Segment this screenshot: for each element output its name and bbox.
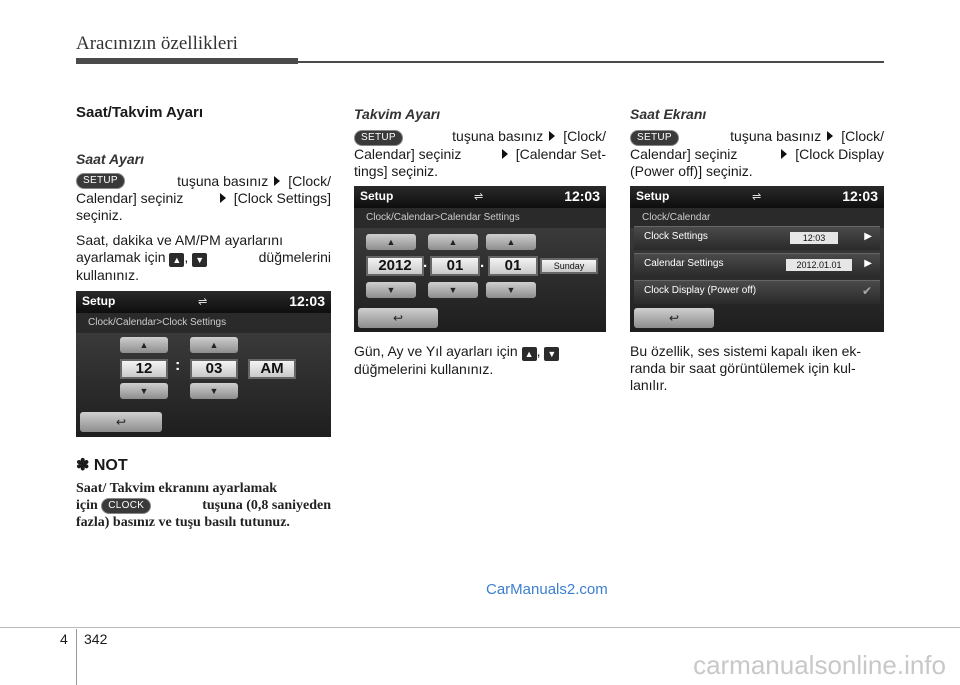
month-up-button[interactable]: ▲ <box>428 234 478 250</box>
note-heading: ✽ NOT <box>76 457 128 474</box>
page-number: 342 <box>84 631 108 647</box>
month-down-button[interactable]: ▼ <box>428 282 478 298</box>
minute-down-button[interactable]: ▼ <box>190 383 238 399</box>
year-field[interactable]: 2012 <box>366 256 424 276</box>
minute-field[interactable]: 03 <box>190 359 238 379</box>
calendar-setting-instructions: SETUP tuşuna basınız [Clock/ Calendar] seçiniz [Calendar Set- tings] seçiniz. <box>354 128 606 179</box>
down-button-icon: ▼ <box>544 347 559 361</box>
checkmark-icon[interactable]: ✔ <box>861 284 872 298</box>
section-number: 4 <box>60 631 68 647</box>
clock-adjust-instructions: Saat, dakika ve AM/PM ayarlarını ayarlamak için ▲ , ▼ düğmelerini kullanınız. <box>76 232 331 283</box>
setup-key-badge: SETUP <box>354 130 403 146</box>
calendar-adjust-instructions: Gün, Ay ve Yıl ayarları için ▲ , ▼ düğmelerini kullanınız. <box>354 343 606 378</box>
month-field[interactable]: 01 <box>430 256 480 276</box>
header-accent-bar <box>76 58 298 64</box>
page-header-title: Aracınızın özellikleri <box>76 33 238 54</box>
clock-display-instructions: SETUP tuşuna basınız [Clock/ Calendar] seçiniz [Clock Display (Power off)] seçiniz. <box>630 128 884 179</box>
back-button[interactable]: ↩ <box>80 412 162 432</box>
clock-setting-instructions: SETUP tuşuna basınız [Clock/ Calendar] seçiniz [Clock Settings] seçiniz. <box>76 173 331 223</box>
calendar-setting-subheading: Takvim Ayarı <box>354 106 441 122</box>
clock-calendar-menu-screen <box>630 186 884 332</box>
day-down-button[interactable]: ▼ <box>486 282 536 298</box>
screen-title-bar: Setup ⇌ 12:03 <box>354 186 606 208</box>
clock-settings-screen: Setup ⇌ 12:03 Clock/Calendar>Clock Settings ▲ ▲ 12 : 03 AM ▼ ▼ ↩ <box>76 291 331 437</box>
arrow-right-icon <box>781 149 787 159</box>
year-up-button[interactable]: ▲ <box>366 234 416 250</box>
screen-title-bar: Setup ⇌ 12:03 <box>76 291 331 313</box>
chevron-right-icon: ▶ <box>864 231 872 242</box>
arrow-right-icon <box>502 149 508 159</box>
screen-breadcrumb: Clock/Calendar>Clock Settings <box>76 313 331 333</box>
screen-breadcrumb: Clock/Calendar>Calendar Settings <box>354 208 606 228</box>
year-down-button[interactable]: ▼ <box>366 282 416 298</box>
down-button-icon: ▼ <box>192 253 207 267</box>
screen-breadcrumb: Clock/Calendar <box>630 208 884 228</box>
usb-icon: ⇌ <box>474 191 484 203</box>
clock-value: 12:03 <box>790 232 838 244</box>
hour-field[interactable]: 12 <box>120 359 168 379</box>
day-field[interactable]: 01 <box>488 256 538 276</box>
up-button-icon: ▲ <box>522 347 537 361</box>
arrow-right-icon <box>549 131 555 141</box>
clock-display-subheading: Saat Ekranı <box>630 106 707 122</box>
back-button[interactable]: ↩ <box>358 308 438 328</box>
setup-key-badge: SETUP <box>76 173 125 189</box>
clock-key-badge: CLOCK <box>101 498 151 514</box>
weekday-display: Sunday <box>540 258 598 274</box>
header-rule <box>298 61 884 63</box>
note-text: Saat/ Takvim ekranını ayarlamak için CLOCK tuşuna (0,8 saniyeden fazla) basınız ve tuşu basılı tutunuz. <box>76 481 331 530</box>
setup-key-badge: SETUP <box>630 130 679 146</box>
screen-title-bar: Setup ⇌ 12:03 <box>630 186 884 208</box>
day-up-button[interactable]: ▲ <box>486 234 536 250</box>
site-watermark: carmanualsonline.info <box>693 650 946 680</box>
menu-item-calendar-settings[interactable]: Calendar Settings 2012.01.01 ▶ <box>634 253 880 277</box>
section-heading: Saat/Takvim Ayarı <box>76 104 204 121</box>
calendar-settings-screen: Setup ⇌ 12:03 Clock/Calendar>Calendar Settings ▲ ▲ ▲ 2012 . 01 . 01 Sunday ▼ ▼ ▼ ↩ <box>354 186 606 332</box>
up-button-icon: ▲ <box>169 253 184 267</box>
chevron-right-icon: ▶ <box>864 258 872 269</box>
clock-setting-subheading: Saat Ayarı <box>76 151 144 167</box>
menu-item-clock-settings[interactable]: Clock Settings 12:03 ▶ <box>634 226 880 250</box>
back-button[interactable]: ↩ <box>634 308 714 328</box>
arrow-right-icon <box>220 193 226 203</box>
watermark-link[interactable]: CarManuals2.com <box>486 581 608 598</box>
arrow-right-icon <box>827 131 833 141</box>
usb-icon: ⇌ <box>198 296 208 308</box>
usb-icon: ⇌ <box>752 191 762 203</box>
clock-display-description: Bu özellik, ses sistemi kapalı iken ek- randa bir saat görüntülemek için kul- lanılır. <box>630 343 862 393</box>
arrow-right-icon <box>274 176 280 186</box>
hour-up-button[interactable]: ▲ <box>120 337 168 353</box>
menu-item-clock-display-power-off[interactable]: Clock Display (Power off) ✔ <box>634 280 880 304</box>
footer-divider <box>76 629 77 685</box>
hour-down-button[interactable]: ▼ <box>120 383 168 399</box>
footer-rule <box>0 627 960 628</box>
ampm-field[interactable]: AM <box>248 359 296 379</box>
minute-up-button[interactable]: ▲ <box>190 337 238 353</box>
calendar-value: 2012.01.01 <box>786 259 852 271</box>
